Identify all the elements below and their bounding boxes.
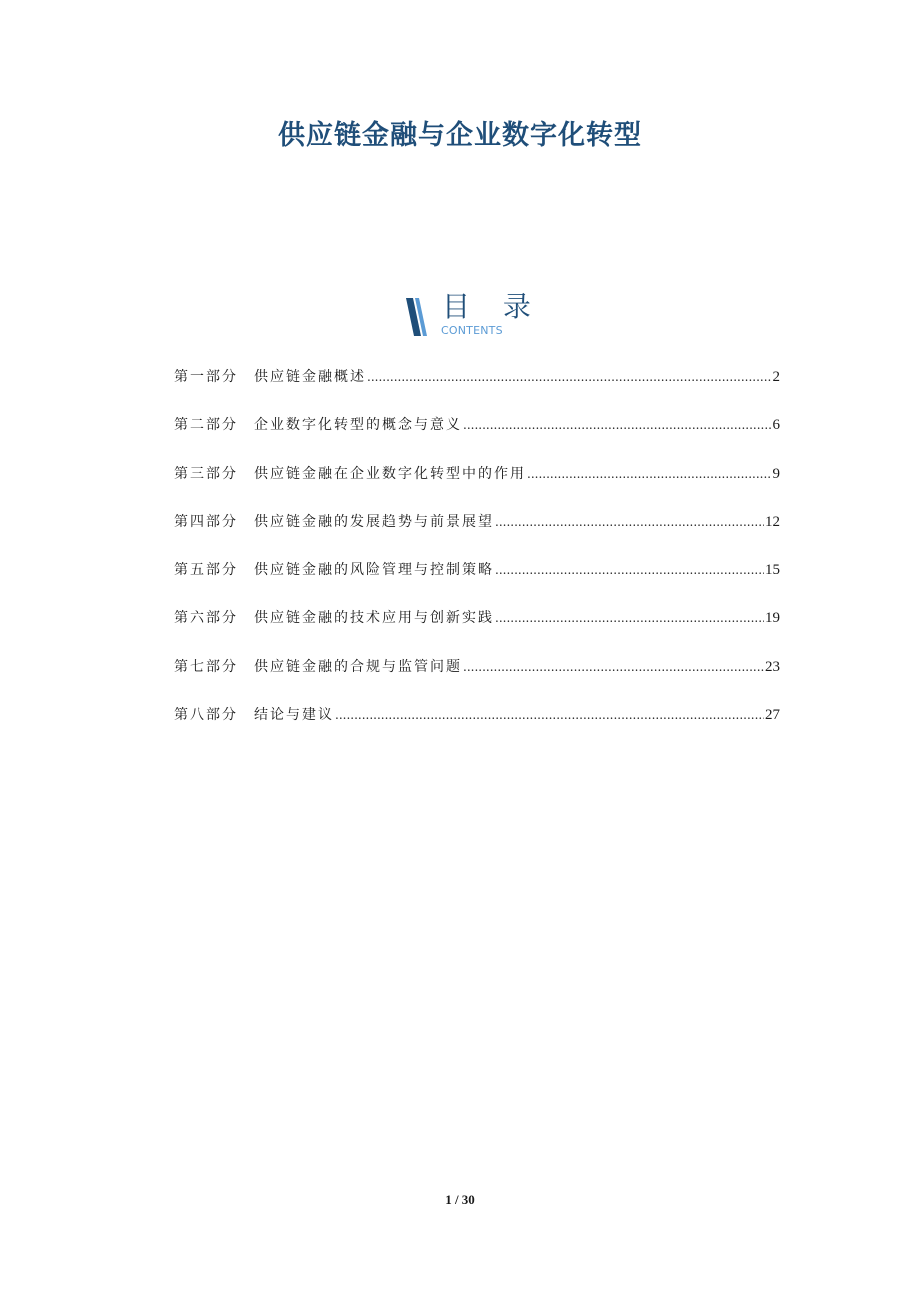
toc-entry[interactable] xyxy=(174,704,780,752)
toc-entry-title: 供应链金融的技术应用与创新实践 xyxy=(254,610,494,627)
toc-entry[interactable] xyxy=(174,607,780,655)
toc-entry[interactable] xyxy=(174,414,780,462)
toc-entry-leader xyxy=(495,511,764,533)
toc-entry-page: 27 xyxy=(765,707,780,724)
toc-entry-page: 12 xyxy=(765,513,780,530)
toc-entry[interactable] xyxy=(174,366,780,414)
toc-entry-part: 第五部分 xyxy=(174,562,238,579)
toc-list xyxy=(174,366,780,752)
toc-heading: 目 录 xyxy=(442,290,543,323)
toc-entry-page: 6 xyxy=(772,417,780,434)
toc-entry-page: 9 xyxy=(772,465,780,482)
toc-entry-title: 供应链金融的合规与监管问题 xyxy=(254,658,462,675)
toc-entry[interactable] xyxy=(174,511,780,559)
toc-entry-title: 供应链金融的发展趋势与前景展望 xyxy=(254,513,494,530)
toc-entry-title: 企业数字化转型的概念与意义 xyxy=(254,417,462,434)
toc-entry[interactable] xyxy=(174,559,780,607)
toc-entry-leader xyxy=(463,656,764,678)
page-number: 1 / 30 xyxy=(445,1192,475,1207)
toc-header xyxy=(404,290,544,340)
toc-entry[interactable] xyxy=(174,463,780,511)
toc-entry-page: 19 xyxy=(765,610,780,627)
toc-entry-title: 结论与建议 xyxy=(254,707,334,724)
toc-entry-leader xyxy=(495,607,764,629)
document-title: 供应链金融与企业数字化转型 xyxy=(278,120,642,151)
toc-entry-page: 2 xyxy=(772,369,780,385)
toc-logo-icon xyxy=(404,296,430,338)
toc-entry-page: 23 xyxy=(765,658,780,675)
toc-entry-leader xyxy=(527,463,772,485)
toc-entry-leader xyxy=(367,366,772,388)
toc-entry-part: 第一部分 xyxy=(174,369,238,385)
toc-entry-part: 第六部分 xyxy=(174,610,238,627)
toc-entry-leader xyxy=(335,704,764,726)
toc-entry-page: 15 xyxy=(765,562,780,579)
toc-entry-part: 第四部分 xyxy=(174,513,238,530)
toc-entry-part: 第三部分 xyxy=(174,465,238,482)
toc-entry-part: 第七部分 xyxy=(174,658,238,675)
toc-subheading: CONTENTS xyxy=(441,324,503,337)
toc-entry-leader xyxy=(463,414,772,436)
toc-entry[interactable] xyxy=(174,656,780,704)
toc-entry-title: 供应链金融的风险管理与控制策略 xyxy=(254,562,494,579)
toc-entry-title: 供应链金融概述 xyxy=(254,369,366,385)
toc-entry-title: 供应链金融在企业数字化转型中的作用 xyxy=(254,465,526,482)
toc-entry-part: 第八部分 xyxy=(174,707,238,724)
toc-entry-part: 第二部分 xyxy=(174,417,238,434)
toc-entry-leader xyxy=(495,559,764,581)
